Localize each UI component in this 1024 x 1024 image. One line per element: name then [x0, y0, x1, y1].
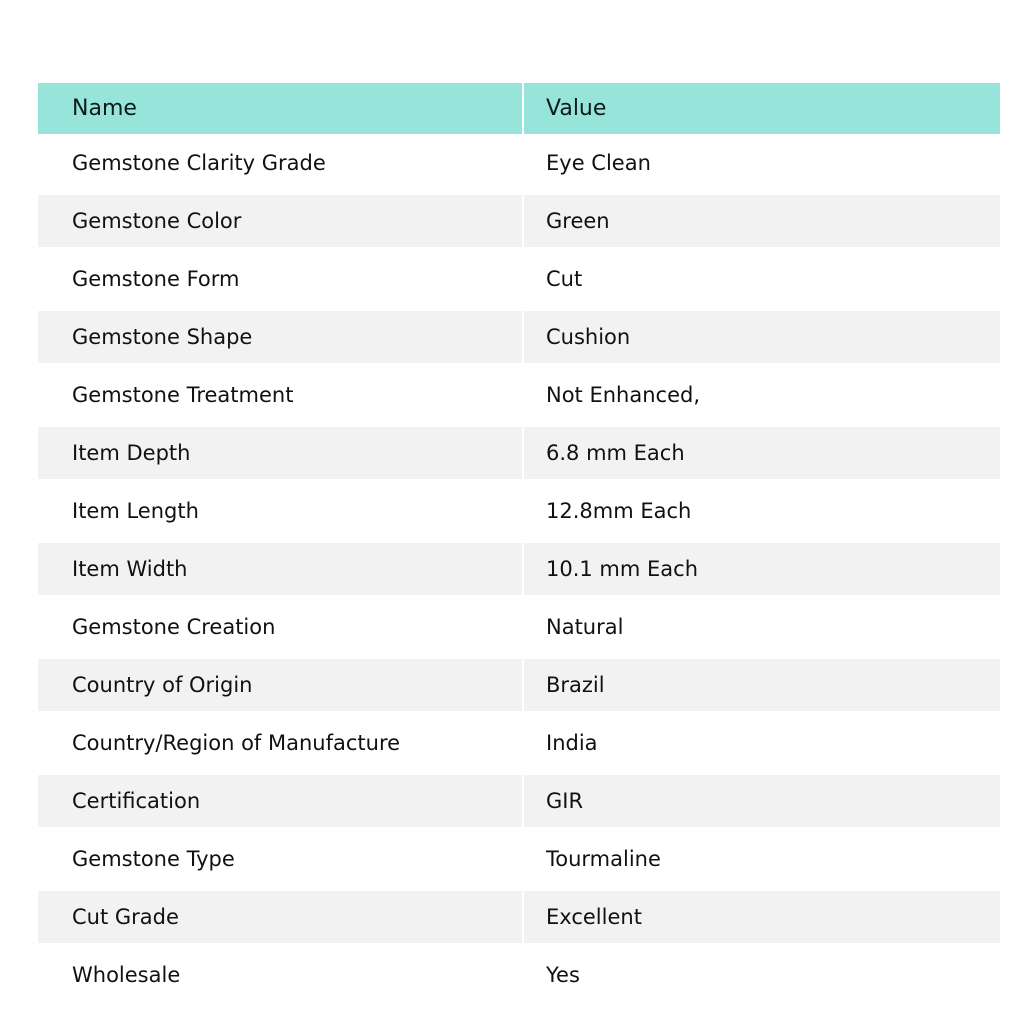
row-value: 10.1 mm Each	[546, 557, 699, 581]
table-row	[38, 311, 1000, 363]
row-name: Country of Origin	[38, 659, 524, 711]
row-name: Item Length	[72, 499, 199, 523]
row-value: Cushion	[546, 325, 631, 349]
row-value: 6.8 mm Each	[546, 441, 685, 465]
table-row	[38, 195, 1000, 247]
header-value: Value	[546, 96, 607, 121]
table-row	[38, 366, 1000, 424]
row-value: Eye Clean	[546, 151, 651, 175]
row-value: Tourmaline	[546, 847, 661, 871]
row-value: Yes	[546, 963, 580, 987]
table-row	[38, 250, 1000, 308]
table-row	[38, 891, 1000, 943]
row-name: Gemstone Shape	[38, 311, 524, 363]
table-row	[38, 775, 1000, 827]
row-value: Cut	[546, 267, 583, 291]
row-value: India	[546, 731, 598, 755]
row-name: Item Depth	[38, 427, 524, 479]
row-name: Certification	[38, 775, 524, 827]
row-name: Gemstone Clarity Grade	[72, 151, 326, 175]
table-row	[38, 659, 1000, 711]
row-value: GIR	[546, 789, 584, 813]
row-value: Not Enhanced,	[546, 383, 701, 407]
row-name: Gemstone Treatment	[72, 383, 294, 407]
row-value: 12.8mm Each	[546, 499, 692, 523]
row-name: Country/Region of Manufacture	[72, 731, 401, 755]
row-name: Gemstone Color	[38, 195, 524, 247]
row-value: Green	[546, 209, 610, 233]
table-header-row	[38, 83, 1000, 134]
table-row	[38, 714, 1000, 772]
table-row	[38, 946, 1000, 1004]
table-row	[38, 427, 1000, 479]
row-name: Gemstone Type	[72, 847, 235, 871]
table-row	[38, 543, 1000, 595]
specifications-table	[38, 83, 1000, 1004]
table-row	[38, 482, 1000, 540]
row-name: Gemstone Form	[72, 267, 240, 291]
table-row	[38, 134, 1000, 192]
row-name: Gemstone Creation	[72, 615, 276, 639]
header-name: Name	[38, 83, 524, 134]
row-value: Excellent	[546, 905, 642, 929]
row-value: Natural	[546, 615, 624, 639]
table-row	[38, 830, 1000, 888]
row-name: Wholesale	[72, 963, 181, 987]
table-row	[38, 598, 1000, 656]
row-name: Item Width	[38, 543, 524, 595]
row-name: Cut Grade	[38, 891, 524, 943]
row-value: Brazil	[546, 673, 605, 697]
